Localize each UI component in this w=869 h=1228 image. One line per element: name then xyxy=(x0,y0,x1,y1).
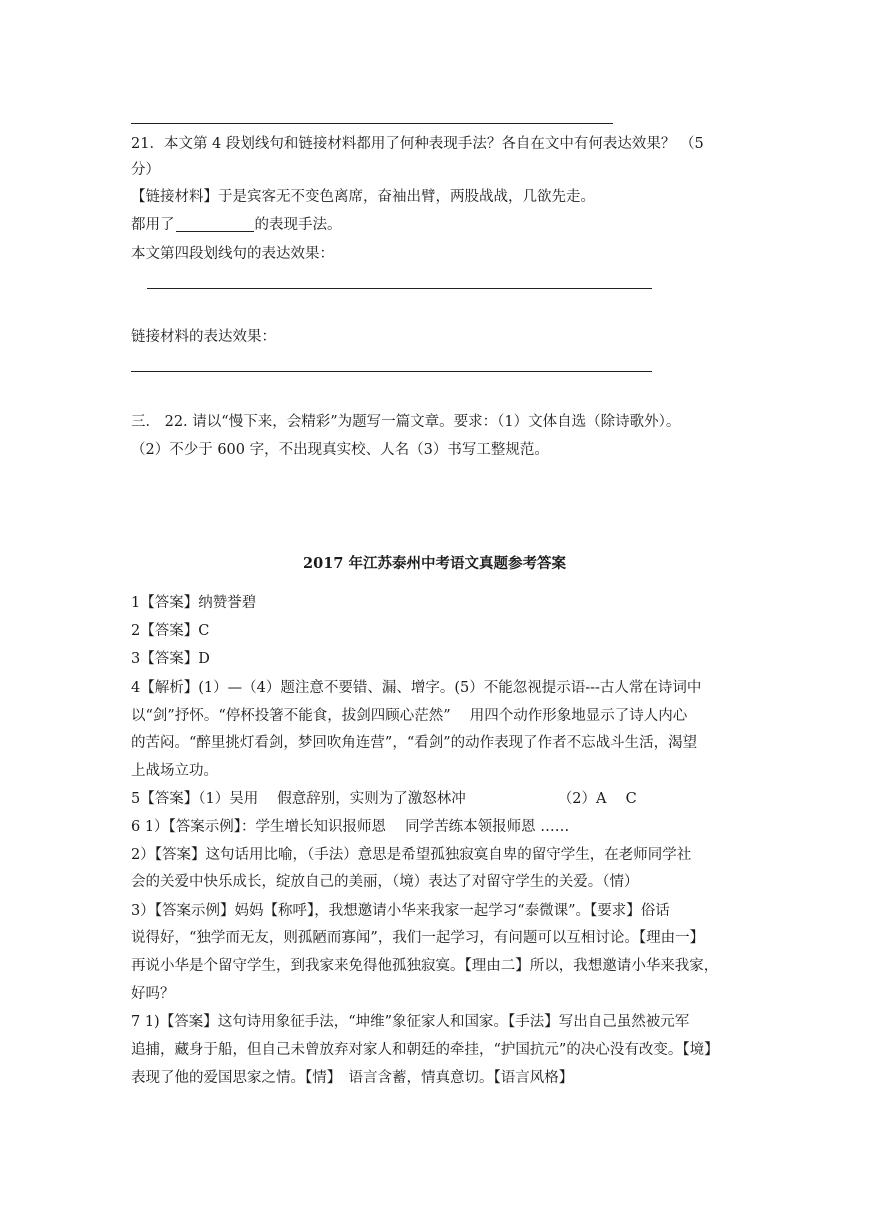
answer-4-line-1: 4【解析】(1）—（4）题注意不要错、漏、增字。(5）不能忽视提示语---古人常在诗词中 xyxy=(131,680,702,696)
para4-effect-answer-line[interactable] xyxy=(147,288,652,289)
answer-7-line-2: 追捕，藏身于船，但自己未曾放弃对家人和朝廷的牵挂，“护国抗元”的决心没有改变。【境】 xyxy=(131,1042,719,1058)
answer-title: 2017 年江苏泰州中考语文真题参考答案 xyxy=(303,555,566,572)
answer-4-line-3: 的苦闷。“醉里挑灯看剑，梦回吹角连营”，“看剑”的动作表现了作者不忘战斗生活，渴望 xyxy=(131,735,698,751)
answer-7-line-1: 7 1)【答案】这句诗用象征手法，“坤维”象征家人和国家。【手法】写出自己虽然被元军 xyxy=(131,1014,690,1030)
answer-4-line-2: 以“剑”抒怀。“停杯投箸不能食，拔剑四顾心茫然” 用四个动作形象地显示了诗人内心 xyxy=(131,708,688,724)
used-suffix: 的表现手法。 xyxy=(254,217,342,233)
used-prefix: 都用了 xyxy=(131,217,175,233)
answer-5-part-1: 5【答案】（1）吴用 假意辞别，实则为了激怒林冲 xyxy=(131,791,466,807)
answer-line-top xyxy=(131,123,613,124)
answer-2: 2【答案】C xyxy=(131,623,210,639)
answer-3: 3【答案】D xyxy=(131,651,210,667)
answer-6-2-line-2: 会的关爱中快乐成长，绽放自己的美丽，（境）表达了对留守学生的关爱。（情） xyxy=(131,874,639,890)
question-21-line-1: 21．本文第 4 段划线句和链接材料都用了何种表现手法？各自在文中有何表达效果？ （5 xyxy=(131,136,704,152)
answer-6-3-line-2: 说得好，“独学而无友，则孤陋而寡闻”，我们一起学习，有问题可以互相讨论。【理由一】 xyxy=(131,930,705,946)
answer-7-line-3: 表现了他的爱国思家之情。【情】 语言含蓄，情真意切。【语言风格】 xyxy=(131,1070,574,1086)
link-effect-label: 链接材料的表达效果： xyxy=(131,329,276,345)
answer-5 xyxy=(131,789,637,809)
question-22-line-2: （2）不少于 600 字，不出现真实校、人名（3）书写工整规范。 xyxy=(131,442,549,458)
question-22-line-1: 三． 22. 请以“慢下来，会精彩”为题写一篇文章。要求：（1）文体自选（除诗歌外）。 xyxy=(131,414,681,430)
answer-5-part-2: （2）A C xyxy=(557,791,637,807)
answer-6-1: 6 1）【答案示例】：学生增长知识报师恩 同学苦练本领报师恩 …… xyxy=(131,819,570,835)
answer-6-3-line-3: 再说小华是个留守学生，到我家来免得他孤独寂寞。【理由二】所以，我想邀请小华来我家， xyxy=(131,958,719,974)
answer-6-2-line-1: 2）【答案】这句话用比喻，（手法）意思是希望孤独寂寞自卑的留守学生，在老师同学社 xyxy=(131,847,692,863)
used-technique-line xyxy=(131,215,342,235)
para4-effect-label: 本文第四段划线句的表达效果： xyxy=(131,246,334,262)
link-material: 【链接材料】于是宾客无不变色离席，奋袖出臂，两股战战，几欲先走。 xyxy=(131,189,595,205)
link-effect-answer-line[interactable] xyxy=(131,371,652,372)
technique-blank[interactable] xyxy=(176,216,254,232)
answer-6-3-line-4: 好吗？ xyxy=(131,986,175,1002)
answer-1: 1【答案】纳赞誉碧 xyxy=(131,595,257,611)
answer-4-line-4: 上战场立功。 xyxy=(131,763,218,779)
answer-6-3-line-1: 3）【答案示例】妈妈【称呼】，我想邀请小华来我家一起学习“泰微课”。【要求】俗话 xyxy=(131,903,670,919)
question-21-line-2: 分） xyxy=(131,162,160,178)
